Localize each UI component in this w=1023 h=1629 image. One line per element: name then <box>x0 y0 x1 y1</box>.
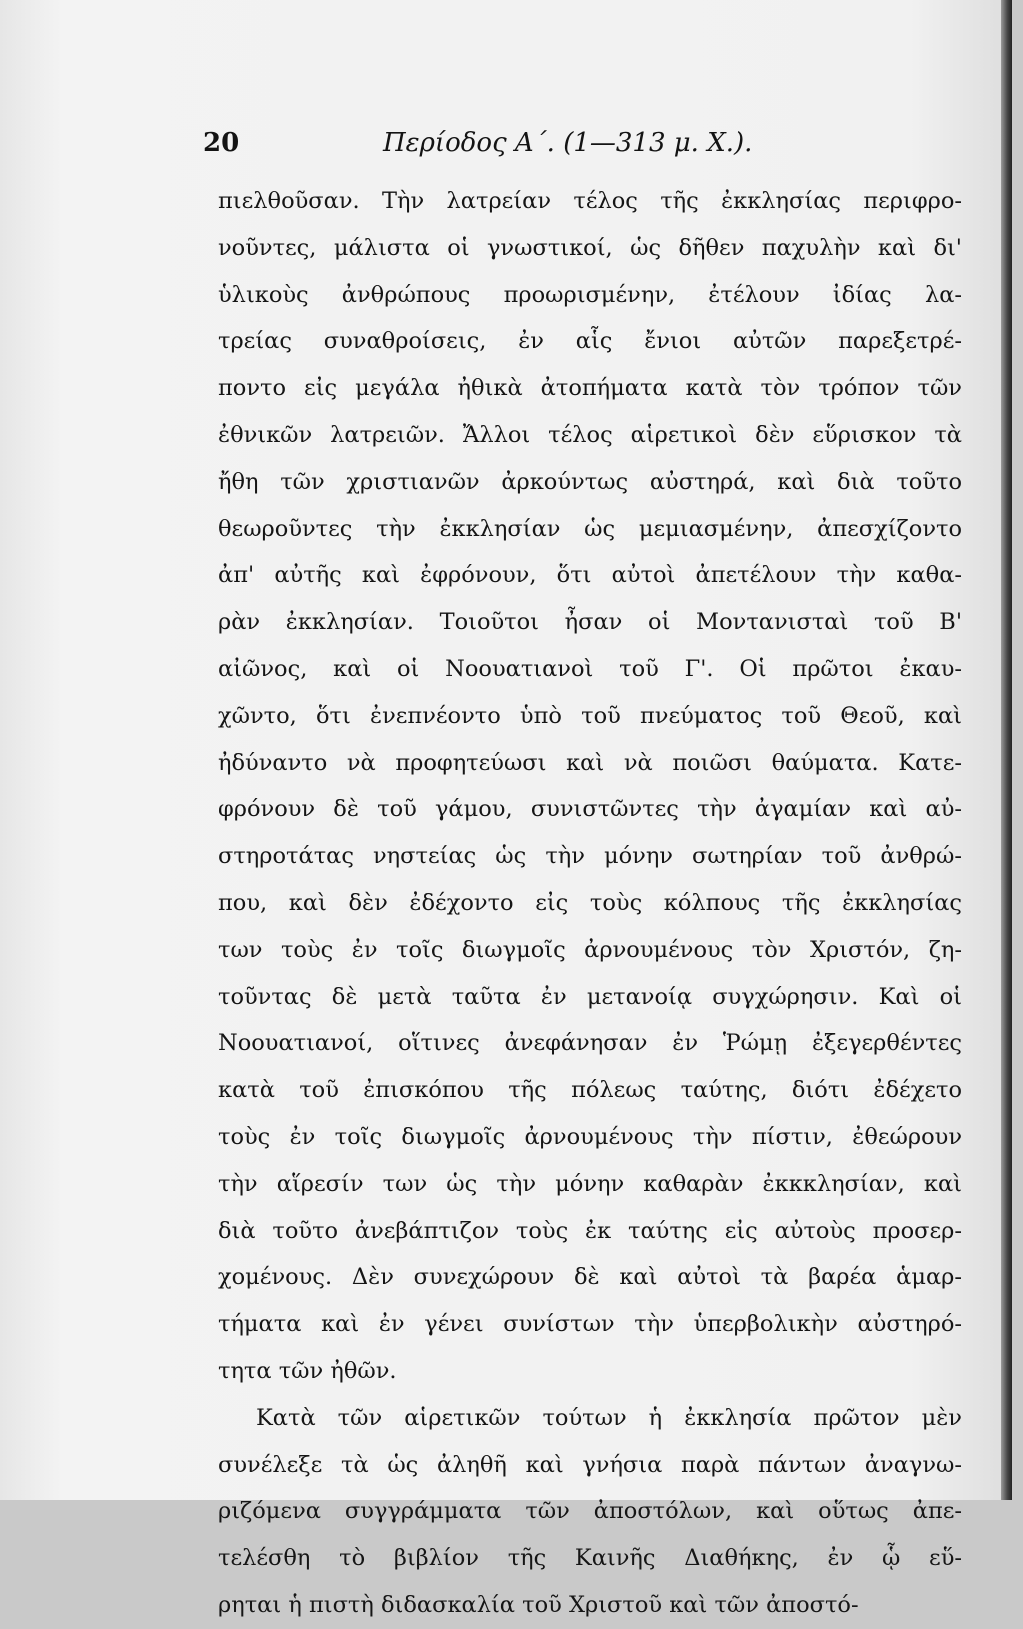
text-line: ρηται ἡ πιστὴ διδασκαλία τοῦ Χριστοῦ καὶ τῶν ἀποστό- <box>218 1591 859 1618</box>
text-line: Κατὰ τῶν αἱρετικῶν τούτων ἡ ἐκκλησία πρῶτον μὲν <box>256 1404 962 1431</box>
text-line: χῶντο, ὅτι ἐνεπνέοντο ὑπὸ τοῦ πνεύματος τοῦ Θεοῦ, καὶ <box>218 702 962 729</box>
page-header <box>203 128 963 168</box>
text-line: τὴν αἵρεσίν των ὡς τὴν μόνην καθαρὰν ἐκκκλησίαν, καὶ <box>218 1170 962 1197</box>
text-line: τοῦντας δὲ μετὰ ταῦτα ἐν μετανοίᾳ συγχώρησιν. Καὶ οἱ <box>218 983 962 1010</box>
running-title: Περίοδος Α΄. (1—313 μ. Χ.). <box>383 128 753 158</box>
text-line: ἤθη τῶν χριστιανῶν ἀρκούντως αὐστηρά, καὶ διὰ τοῦτο <box>218 468 962 495</box>
text-line: τελέσθη τὸ βιβλίον τῆς Καινῆς Διαθήκης, ἐν ᾧ εὕ- <box>218 1545 962 1572</box>
text-line: που, καὶ δὲν ἐδέχοντο εἰς τοὺς κόλπους τῆς ἐκκλησίας <box>218 889 962 916</box>
text-line: διὰ τοῦτο ἀνεβάπτιζον τοὺς ἐκ ταύτης εἰς αὐτοὺς προσερ- <box>218 1217 962 1244</box>
text-line: πιελθοῦσαν. Τὴν λατρείαν τέλος τῆς ἐκκλησίας περιφρο- <box>218 188 962 214</box>
page-number: 20 <box>203 128 240 158</box>
text-line: τήματα καὶ ἐν γένει συνίστων τὴν ὑπερβολικὴν αὐστηρό- <box>218 1311 962 1338</box>
text-line: ριζόμενα συγγράμματα τῶν ἀποστόλων, καὶ οὕτως ἀπε- <box>218 1498 962 1525</box>
paragraph <box>218 178 962 1395</box>
body-text <box>218 178 962 1629</box>
text-line: Νοουατιανοί, οἵτινες ἀνεφάνησαν ἐν Ῥώμῃ ἐξεγερθέντες <box>218 1030 962 1057</box>
text-line: ὑλικοὺς ἀνθρώπους προωρισμένην, ἐτέλουν ἰδίας λα- <box>218 281 962 308</box>
page-edge <box>1001 0 1012 1500</box>
text-line: νοῦντες, μάλιστα οἱ γνωστικοί, ὡς δῆθεν παχυλὴν καὶ δι' <box>218 234 962 261</box>
text-line: στηροτάτας νηστείας ὡς τὴν μόνην σωτηρίαν τοῦ ἀνθρώ- <box>218 843 962 870</box>
text-line: των τοὺς ἐν τοῖς διωγμοῖς ἀρνουμένους τὸν Χριστόν, ζη- <box>218 936 962 963</box>
text-line: φρόνουν δὲ τοῦ γάμου, συνιστῶντες τὴν ἀγαμίαν καὶ αὐ- <box>218 796 962 823</box>
text-line: ἐθνικῶν λατρειῶν. Ἄλλοι τέλος αἱρετικοὶ δὲν εὕρισκον τὰ <box>218 421 962 448</box>
text-line: κατὰ τοῦ ἐπισκόπου τῆς πόλεως ταύτης, διότι ἐδέχετο <box>218 1077 962 1104</box>
text-line: ἠδύναντο νὰ προφητεύωσι καὶ νὰ ποιῶσι θαύματα. Κατε- <box>218 749 962 776</box>
text-line: αἰῶνος, καὶ οἱ Νοουατιανοὶ τοῦ Γ'. Οἱ πρῶτοι ἐκαυ- <box>218 655 962 682</box>
text-line: τητα τῶν ἠθῶν. <box>218 1357 397 1384</box>
text-line: ποντο εἰς μεγάλα ἠθικὰ ἀτοπήματα κατὰ τὸν τρόπον τῶν <box>218 375 962 402</box>
text-line: χομένους. Δὲν συνεχώρουν δὲ καὶ αὐτοὶ τὰ βαρέα ἁμαρ- <box>218 1264 962 1291</box>
paragraph <box>218 1395 962 1629</box>
text-line: θεωροῦντες τὴν ἐκκλησίαν ὡς μεμιασμένην, ἀπεσχίζοντο <box>218 515 962 542</box>
text-line: τοὺς ἐν τοῖς διωγμοῖς ἀρνουμένους τὴν πίστιν, ἐθεώρουν <box>218 1123 962 1150</box>
text-line: ρὰν ἐκκλησίαν. Τοιοῦτοι ἦσαν οἱ Μοντανισταὶ τοῦ Β' <box>218 609 962 636</box>
text-line: συνέλεξε τὰ ὡς ἀληθῆ καὶ γνήσια παρὰ πάντων ἀναγνω- <box>218 1451 962 1478</box>
text-line: ἀπ' αὐτῆς καὶ ἐφρόνουν, ὅτι αὐτοὶ ἀπετέλουν τὴν καθα- <box>218 562 962 589</box>
text-line: τρείας συναθροίσεις, ἐν αἷς ἔνιοι αὐτῶν παρεξετρέ- <box>218 328 962 355</box>
